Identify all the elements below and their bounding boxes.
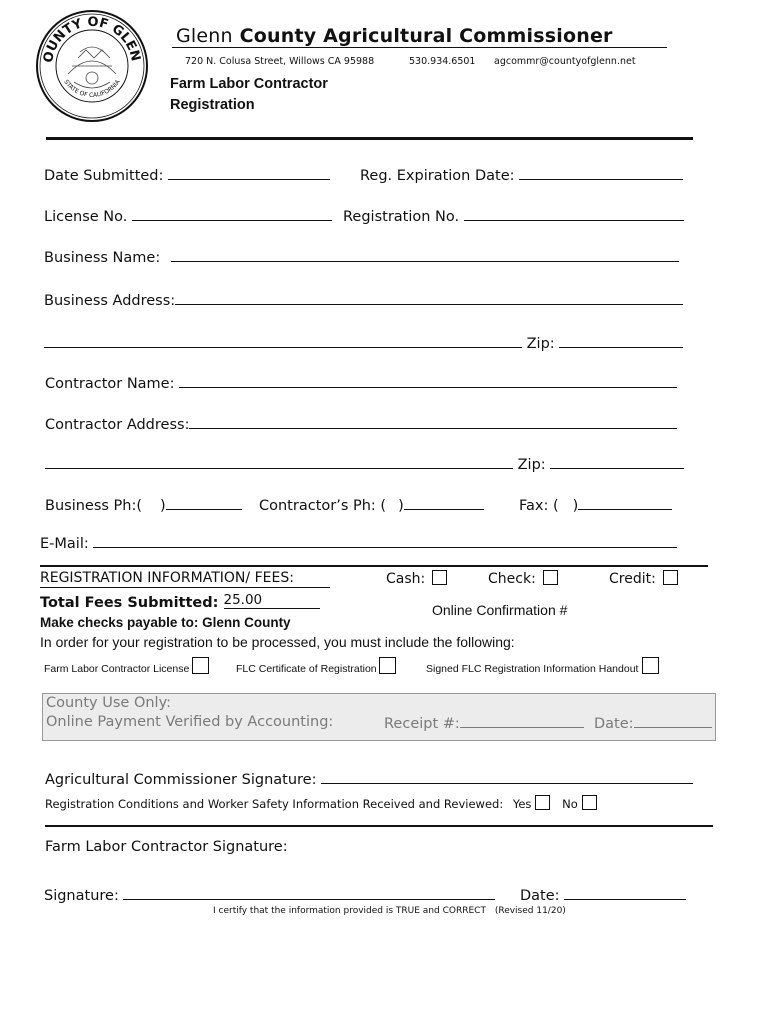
seal-bottom-text: STATE OF CALIFORNIA [62,78,122,99]
fax-field[interactable] [519,496,672,514]
email-line[interactable] [93,534,677,548]
contractor-address-field[interactable] [45,415,677,433]
fees-heading-underline [40,587,330,588]
check-option[interactable] [488,570,558,587]
license-no-line[interactable] [132,207,332,221]
agency-email: agcommr@countyofglenn.net [494,56,636,67]
total-fees-label: Total Fees Submitted: [40,595,219,611]
online-confirmation-label: Online Confirmation # [432,602,568,618]
email-field[interactable] [40,534,677,552]
signature-label: Signature: [44,888,119,904]
county-date-field[interactable] [594,714,712,732]
registration-no-field[interactable] [343,207,684,225]
business-name-field[interactable] [44,248,679,266]
license-no-label: License No. [44,209,128,225]
contractor-address-label: Contractor Address: [45,417,190,433]
date-submitted-field[interactable] [44,166,330,184]
contractor-zip-label: Zip: [517,457,546,473]
contractor-phone-field[interactable] [259,496,484,514]
payable-to-text: Make checks payable to: Glenn County [40,615,291,630]
agency-name-rest: County Agricultural Commissioner [239,25,613,47]
county-date-label: Date: [594,716,634,732]
req-license-checkbox[interactable] [192,657,209,674]
license-no-field[interactable] [44,207,332,225]
seal-top-text: OUNTY OF GLEN [40,14,143,65]
header-divider [46,137,693,140]
conditions-no-checkbox[interactable] [582,795,597,810]
contractor-phone-label: Contractor’s Ph: ( [259,498,387,514]
registration-no-line[interactable] [464,207,684,221]
ag-commissioner-signature-label: Agricultural Commissioner Signature: [45,772,317,788]
business-name-label: Business Name: [44,250,161,266]
ag-commissioner-signature-field[interactable] [45,770,693,788]
email-label: E-Mail: [40,536,89,552]
reg-expiration-label: Reg. Expiration Date: [360,168,515,184]
certify-statement: I certify that the information provided is TRUE and CORRECT [213,906,486,916]
fees-heading: REGISTRATION INFORMATION/ FEES: [40,570,294,586]
ag-commissioner-signature-line[interactable] [321,770,693,784]
conditions-yes-label: Yes [512,797,532,811]
reg-expiration-line[interactable] [519,166,683,180]
business-name-line[interactable] [171,248,679,262]
req-certificate-checkbox[interactable] [379,657,396,674]
req-certificate-option[interactable] [236,657,396,675]
contractor-phone-paren: ) [398,498,404,514]
contractor-address-line[interactable] [189,415,677,429]
business-phone-paren: ) [160,498,166,514]
req-certificate-label: FLC Certificate of Registration [236,663,377,675]
conditions-reviewed-label: Registration Conditions and Worker Safety Information Received and Reviewed: [45,797,504,811]
credit-label: Credit: [609,571,656,587]
req-handout-checkbox[interactable] [642,657,659,674]
county-seal [34,8,150,124]
signature-date-label: Date: [520,888,560,904]
business-phone-field[interactable] [45,496,242,514]
agency-name [176,25,613,47]
conditions-no-label: No [562,797,578,811]
form-title-line2: Registration [170,97,255,113]
revised-date: (Revised 11/20) [494,906,566,916]
date-submitted-label: Date Submitted: [44,168,164,184]
date-submitted-line[interactable] [168,166,330,180]
contractor-zip-line[interactable] [550,455,684,469]
req-license-label: Farm Labor Contractor License [44,663,190,675]
payment-verified-label: Online Payment Verified by Accounting: [46,714,334,730]
county-date-line[interactable] [634,714,712,728]
cash-label: Cash: [386,571,426,587]
contractor-name-line[interactable] [179,374,677,388]
cash-option[interactable] [386,570,447,587]
total-fees-value[interactable]: 25.00 [224,592,320,609]
agency-address: 720 N. Colusa Street, Willows CA 95988 [185,56,375,67]
certification-text [213,906,566,916]
contractor-address-zip-row[interactable] [45,455,684,473]
contractor-address-line2[interactable] [45,455,513,469]
fax-line[interactable] [578,496,672,510]
registration-no-label: Registration No. [343,209,460,225]
contractor-phone-line[interactable] [404,496,484,510]
signature-divider [45,825,713,827]
req-handout-option[interactable] [426,657,659,675]
business-zip-label: Zip: [526,336,555,352]
req-handout-label: Signed FLC Registration Information Handout [426,663,639,675]
agency-underline [172,47,667,48]
business-address-line2[interactable] [44,334,522,348]
conditions-reviewed-row [45,795,597,811]
business-phone-label: Business Ph:( [45,498,143,514]
flc-signature-heading: Farm Labor Contractor Signature: [45,839,288,855]
fees-divider [40,565,708,567]
signature-date-field[interactable] [520,886,686,904]
receipt-line[interactable] [460,714,584,728]
conditions-yes-checkbox[interactable] [535,795,550,810]
signature-line[interactable] [123,886,495,900]
contractor-name-field[interactable] [45,374,677,392]
receipt-label: Receipt #: [384,716,460,732]
business-address-zip-row[interactable] [44,334,683,352]
signature-date-line[interactable] [564,886,686,900]
business-address-label: Business Address: [44,293,176,309]
total-fees-field[interactable] [40,592,320,612]
fax-label: Fax: ( [519,498,559,514]
check-checkbox[interactable] [543,570,558,585]
signature-field[interactable] [44,886,495,904]
agency-name-first: Glenn [176,25,233,47]
receipt-field[interactable] [384,714,584,732]
form-title-line1: Farm Labor Contractor [170,76,328,92]
business-phone-line[interactable] [166,496,242,510]
requirements-instructions: In order for your registration to be processed, you must include the following: [40,634,515,650]
agency-phone: 530.934.6501 [409,56,476,67]
contractor-name-label: Contractor Name: [45,376,175,392]
credit-checkbox[interactable] [663,570,678,585]
business-address-field[interactable] [44,291,683,309]
credit-option[interactable] [609,570,678,587]
req-license-option[interactable] [44,657,209,675]
business-zip-line[interactable] [559,334,683,348]
reg-expiration-field[interactable] [360,166,683,184]
fax-paren: ) [572,498,579,514]
county-use-title: County Use Only: [46,695,171,711]
check-label: Check: [488,571,536,587]
cash-checkbox[interactable] [432,570,447,585]
business-address-line[interactable] [175,291,683,305]
